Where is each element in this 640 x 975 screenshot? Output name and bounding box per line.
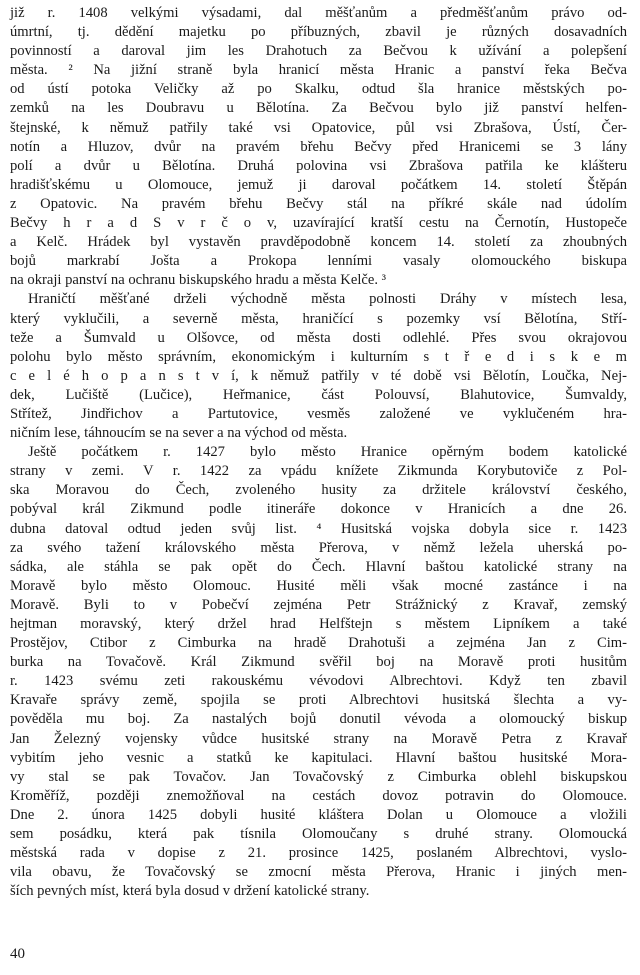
text-line: vila obavu, že Tovačovský se zmocní města Přerova, Hranic i jiných men-: [10, 864, 627, 881]
text-line: úmrtní, tj. dědění majetku po příbuzných, zbavil je různých dosavadních: [10, 24, 627, 41]
page-number: 40: [10, 946, 25, 962]
text-line: ších pevných míst, která byla dosud v držení katolické strany.: [10, 883, 370, 900]
text-line: od ústí potoka Veličky až po Skalku, odtud šla hranice městských po-: [10, 81, 627, 98]
text-line: na okraji panství na ochranu biskupského hradu a města Kelče. ³: [10, 272, 386, 289]
text-line: Hraničtí měšťané drželi východně města polnosti Dráhy v místech lesa,: [28, 291, 627, 308]
paragraph: [10, 4, 627, 290]
text-line: Dne 2. února 1425 dobyli husité kláštera Dolan u Olomouce a vložili: [10, 806, 627, 823]
text-line: Bečvy h r a d S v r č o v, uzavírající kratší cestu na Černotín, Hustopeče: [10, 215, 627, 232]
text-line: Střítež, Jindřichov a Partutovice, vesměs založené ve vyklučeném hra-: [10, 405, 627, 422]
text-line: dubna datoval odtud jeden svůj list. ⁴ Husitská vojska dobyla sice r. 1423: [10, 520, 627, 537]
text-line: strany v zemi. V r. 1422 za vpádu knížete Zikmunda Korybutoviče z Pol-: [10, 463, 627, 480]
text-line: který vyklučili, a severně města, hraničící s pozemky vsí Bělotína, Stří-: [10, 310, 627, 327]
text-line: polohu bylo město správním, ekonomickým i kulturním s t ř e d i s k e m: [10, 348, 627, 365]
text-line: Jan Železný vojensky vůdce husitské strany na Moravě Petra z Kravař: [10, 730, 627, 747]
text-line: teže a Šumvald u Olšovce, od města dosti odlehlé. Přes svou okrajovou: [10, 329, 627, 346]
text-line: bojů markrabí Jošta a Prokopa lenními vasaly olomouckého biskupa: [10, 253, 627, 270]
text-line: Kravaře správy země, spojila se proti Albrechtovi husitská šlechta a vy-: [10, 692, 627, 709]
text-line: vy stal se pak Tovačov. Jan Tovačovský z Cimburka oblehl biskupskou: [10, 768, 627, 785]
text-line: sádka, ale stáhla se pak opět do Čech. Hlavní baštou katolické strany na: [10, 558, 627, 575]
text-line: ničním lese, táhnoucím se na sever a na východ od města.: [10, 425, 348, 442]
text-line: z Opatovic. Na pravém břehu Bečvy stál na příkré skále nad údolím: [10, 195, 627, 212]
text-line: povinností a daroval jim les Drahotuch za Bečvou k užívání a polepšení: [10, 43, 627, 60]
text-line: Kroměříž, později znemožňoval na cestách dovoz potravin do Olomouce.: [10, 787, 627, 804]
text-line: Moravě. Byli to v Pobečví zejména Petr Strážnický z Kravař, zemský: [10, 596, 627, 613]
text-line: sem posádku, která pak tísnila Olomoučany s druhé strany. Olomoucká: [10, 826, 627, 843]
text-line: notín a Hluzov, dvůr na pravém břehu Bečvy před Hranicemi se 3 lány: [10, 138, 627, 155]
text-line: hradišťskému u Olomouce, jemuž ji daroval počátkem 14. století Štěpán: [10, 176, 627, 193]
text-line: pobýval král Zikmund podle itineráře dokonce v Hranicích a dne 26.: [10, 501, 627, 518]
text-line: městská rada v dopise z 21. prosince 1425, poslaném Albrechtovi, vyslo-: [10, 845, 627, 862]
text-line: dek, Lučiště (Lučice), Heřmanice, část Polouvsí, Blahutovice, Šumvaldy,: [10, 386, 627, 403]
text-line: hejtman moravský, který držel hrad Helfštejn s městem Lipníkem a také: [10, 616, 627, 632]
text-line: Ještě počátkem r. 1427 bylo město Hranice opěrným bodem katolické: [28, 444, 627, 461]
paragraph: [10, 290, 627, 443]
text-line: vybitím jeho vesnic a statků ke kapitulaci. Hlavní baštou husitské Mora-: [10, 749, 627, 766]
paragraph: [10, 443, 627, 901]
text-line: Prostějov, Ctibor z Cimburka na hradě Drahotuši a zejména Jan z Cim-: [10, 635, 627, 652]
text-line: pověděla mu boj. Za nastalých bojů donutil vévoda a olomoucký biskup: [10, 711, 627, 728]
text-line: města. ² Na jižní straně byla hranicí města Hranic a panství řeka Bečva: [10, 62, 627, 79]
text-line: za svého tažení královského města Přerova, v němž ležela uherská po-: [10, 539, 627, 556]
text-line: zemků na les Doubravu u Bělotína. Za Bečvou bylo již panství helfen-: [10, 100, 627, 117]
text-line: c e l é h o p a n s t v í, k němuž patřily v té době vsi Bělotín, Loučka, Nej-: [10, 367, 627, 384]
text-line: burka na Tovačově. Král Zikmund svěřil boj na Moravě proti husitům: [10, 654, 627, 671]
text-line: a Kelč. Hrádek byl vystavěn pravděpodobně koncem 14. století za zhoubných: [10, 234, 627, 251]
text-line: štejnské, k němuž patřily také vsi Opatovice, půl vsi Zbrašova, Ústí, Čer-: [10, 119, 627, 136]
text-line: ska Moravou do Čech, zvoleného husity za držitele království českého,: [10, 482, 627, 499]
text-line: již r. 1408 velkými výsadami, dal měšťanům a předměšťanům právo od-: [10, 5, 627, 21]
text-line: r. 1423 svému zeti rakouskému vévodovi Albrechtovi. Když ten zbavil: [10, 673, 627, 690]
page-body: [10, 4, 627, 901]
text-line: Moravě bylo město Olomouc. Husité měli však mocné zastánce i na: [10, 577, 627, 594]
text-line: polí a dvůr u Bělotína. Druhá polovina vsi Zbrašova patřila ke klášteru: [10, 157, 627, 174]
